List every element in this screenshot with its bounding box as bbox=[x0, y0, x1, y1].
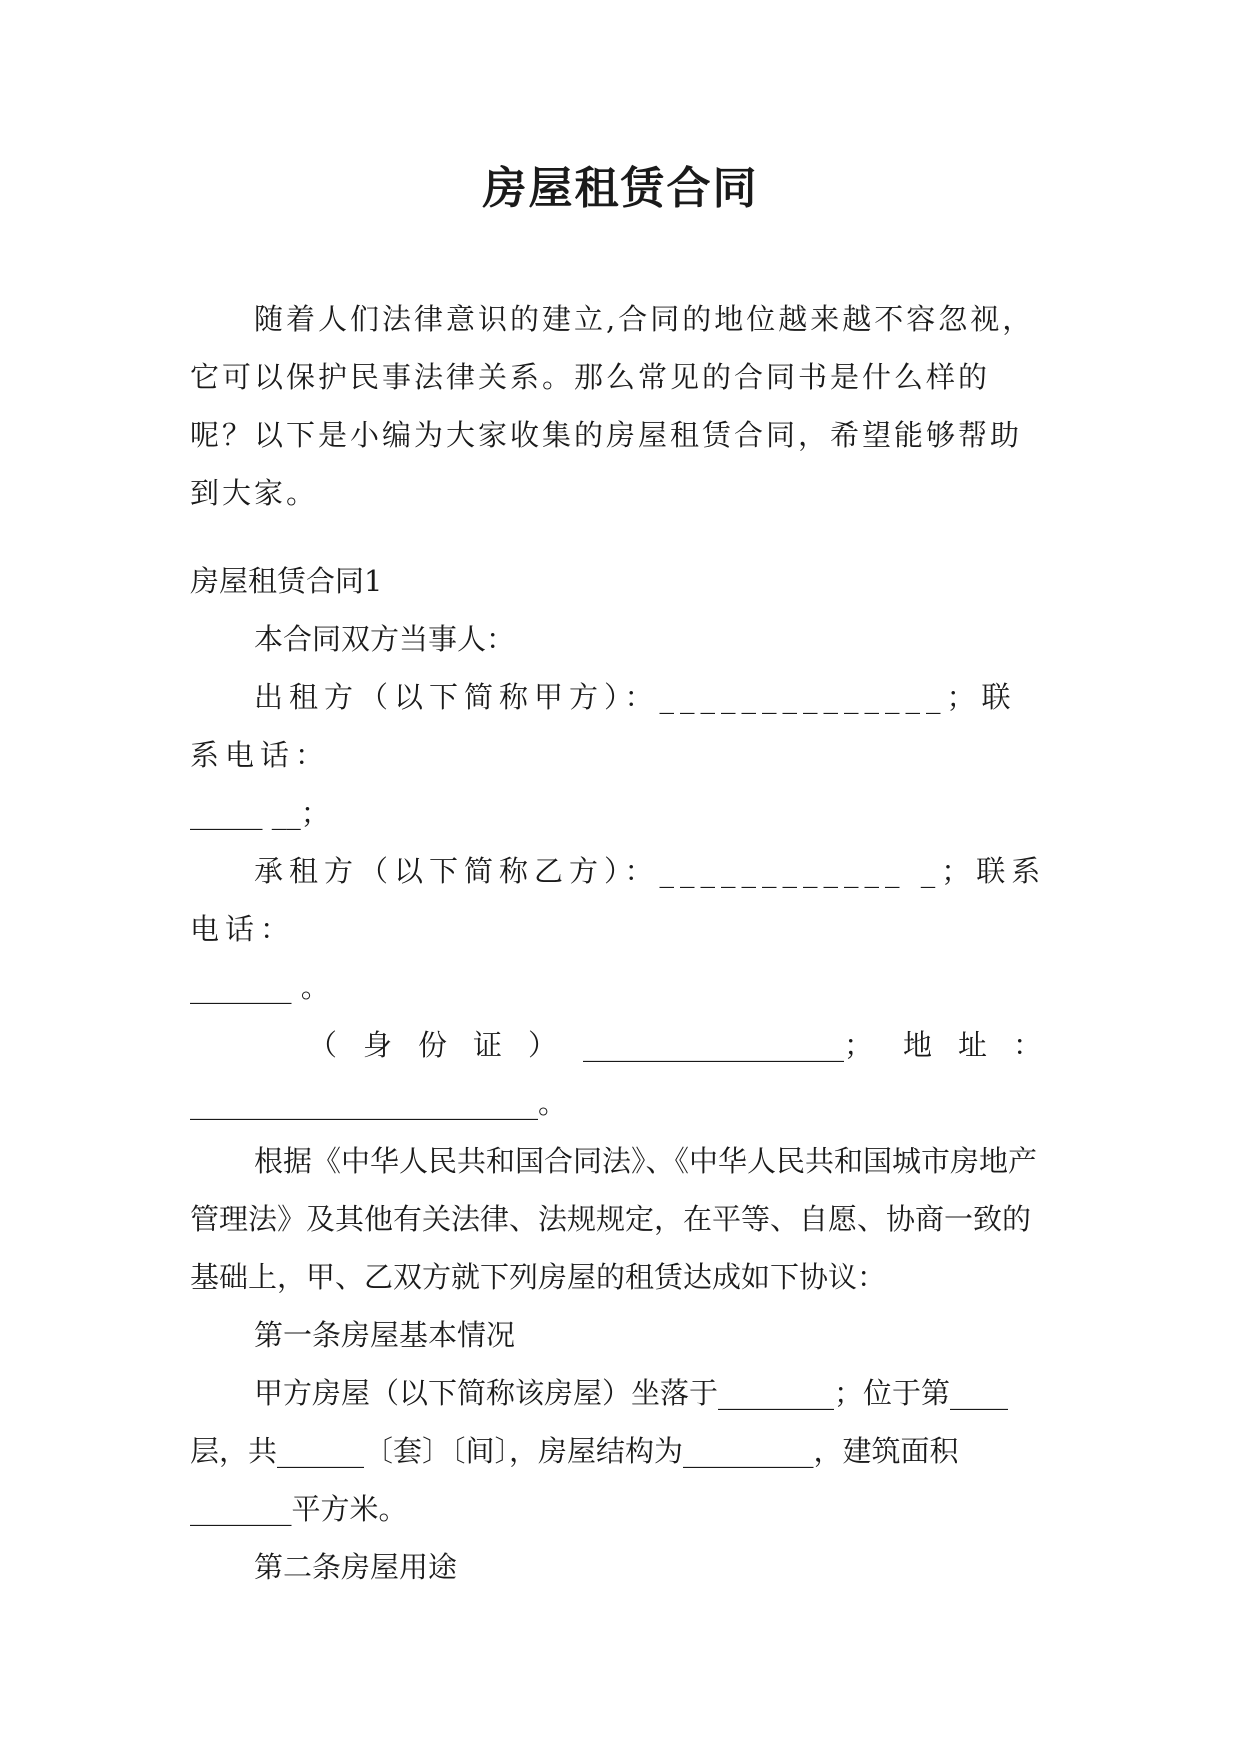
address-label: 地址： bbox=[903, 1028, 1069, 1062]
section-heading: 房屋租赁合同1 bbox=[190, 564, 383, 598]
article-1-text: 甲方房屋（以下简称该房屋）坐落于________；位于第____层，共______〔套〕〔间〕，房屋结构为_________，建筑面积_______平方米。 bbox=[190, 1376, 1009, 1526]
id-address-line bbox=[190, 1016, 1069, 1074]
intro-paragraph: 随着人们法律意识的建立,合同的地位越来越不容忽视，它可以保护民事法律关系。那么常见的合同书是什么样的呢？以下是小编为大家收集的房屋租赁合同，希望能够帮助到大家。 bbox=[190, 302, 1035, 510]
article-1-heading: 第一条房屋基本情况 bbox=[254, 1318, 516, 1352]
parties-label: 本合同双方当事人： bbox=[254, 622, 516, 656]
document-title: 房屋租赁合同 bbox=[482, 163, 759, 214]
article-2-heading: 第二条房屋用途 bbox=[254, 1550, 458, 1584]
id-label: （身份证） bbox=[308, 1028, 584, 1062]
id-blank: __________________； bbox=[583, 1028, 874, 1062]
lessor-line: 出租方（以下简称甲方）：______________；联系电话： bbox=[190, 680, 1017, 772]
basis-paragraph: 根据《中华人民共和国合同法》、《中华人民共和国城市房地产管理法》及其他有关法律、法规规定，在平等、自愿、协商一致的基础上，甲、乙双方就下列房屋的租赁达成如下协议： bbox=[190, 1144, 1038, 1294]
document-body bbox=[190, 290, 1069, 1596]
lessor-line-continued: _____ __； bbox=[190, 796, 330, 830]
address-blank: ________________________。 bbox=[190, 1086, 568, 1120]
lessee-line-continued: _______ 。 bbox=[190, 970, 330, 1004]
lessee-line: 承租方（以下简称乙方）：____________ _；联系电话： bbox=[190, 854, 1047, 946]
paragraph-spacer bbox=[190, 522, 1050, 552]
